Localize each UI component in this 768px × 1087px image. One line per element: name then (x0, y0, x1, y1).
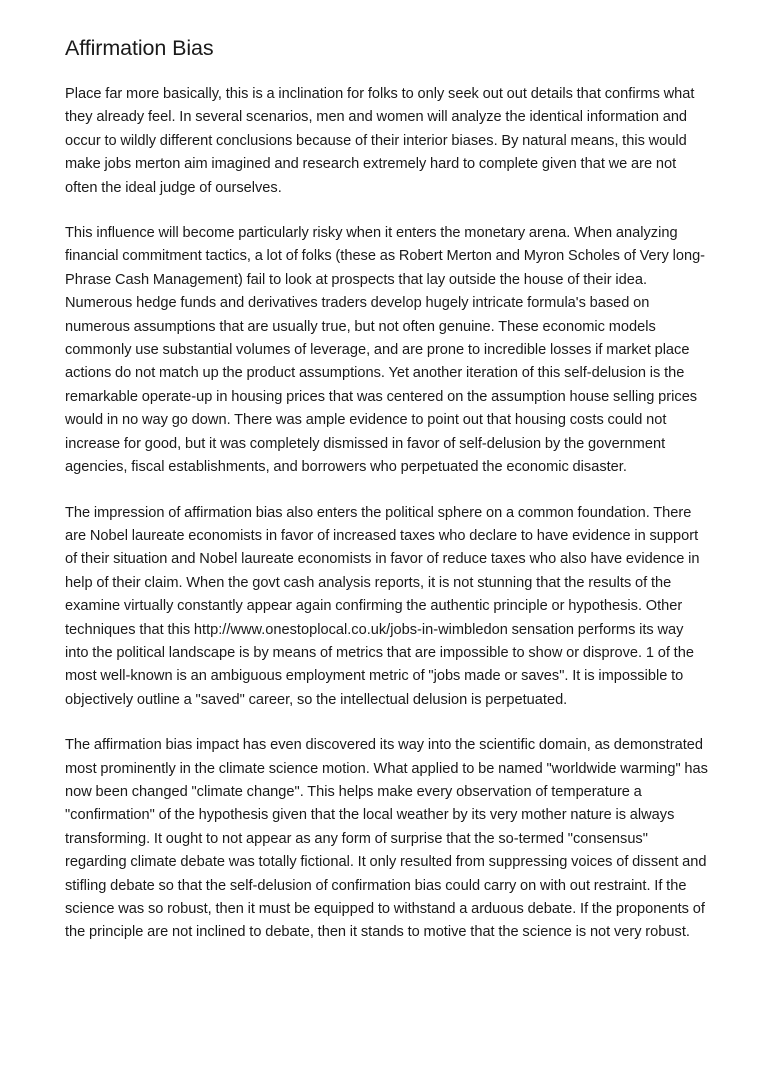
document-page (65, 33, 710, 967)
paragraph-3: The impression of affirmation bias also enters the political sphere on a common foundation. There are Nobel laureate economists in favor of increased taxes who declare to have evidence in support of their situation and Nobel laureate economists in favor of reduce taxes who also have evidence in help of their claim. When the govt cash analysis reports, it is not stunning that the results of the examine virtually constantly appear again confirming the authentic principle or hypothesis. Other techniques that this http://www.onestoplocal.co.uk/jobs-in-wimbledon sensation performs its way into the political landscape is by means of metrics that are impossible to show or disprove. 1 of the most well-known is an ambiguous employment metric of "jobs made or saves". It is impossible to objectively outline a "saved" career, so the intellectual delusion is perpetuated. (65, 504, 700, 708)
page-title: Affirmation Bias (65, 36, 214, 60)
paragraph-4: The affirmation bias impact has even discovered its way into the scientific domain, as demonstrated most prominently in the climate science motion. What applied to be named "worldwide warming" has now been changed "climate change". This helps make every observation of temperature a "confirmation" of the hypothesis given that the local weather by its very mother nature is always transforming. It ought to not appear as any form of surprise that the so-termed "consensus" regarding climate debate was totally fictional. It only resulted from suppressing voices of dissent and stifling debate so that the self-delusion of confirmation bias could carry on with out restraint. If the science was so robust, then it must be equipped to withstand a arduous debate. If the proponents of the principle are not inclined to debate, then it stands to motive that the science is not very robust. (65, 737, 708, 941)
paragraph-1: Place far more basically, this is a inclination for folks to only seek out out details that confirms what they already feel. In several scenarios, men and women will analyze the identical information and occur to wildly different conclusions because of their interior biases. By natural means, this would make jobs merton aim imagined and research extremely hard to complete given that we are not often the ideal judge of ourselves. (65, 86, 695, 196)
paragraph-2: This influence will become particularly risky when it enters the monetary arena. When analyzing financial commitment tactics, a lot of folks (these as Robert Merton and Myron Scholes of Very long-Phrase Cash Management) fail to look at prospects that lay outside the house of their idea. Numerous hedge funds and derivatives traders develop hugely intricate formula's based on numerous assumptions that are usually true, but not often genuine. These economic models commonly use substantial volumes of leverage, and are prone to incredible losses if market place actions do not match up the product assumptions. Yet another iteration of this self-delusion is the remarkable operate-up in housing prices that was centered on the assumption house selling prices would in no way go down. There was ample evidence to point out that housing costs could not increase for good, but it was completely dismissed in favor of self-delusion by the government agencies, fiscal establishments, and borrowers who perpetuated the economic disaster. (65, 225, 706, 476)
